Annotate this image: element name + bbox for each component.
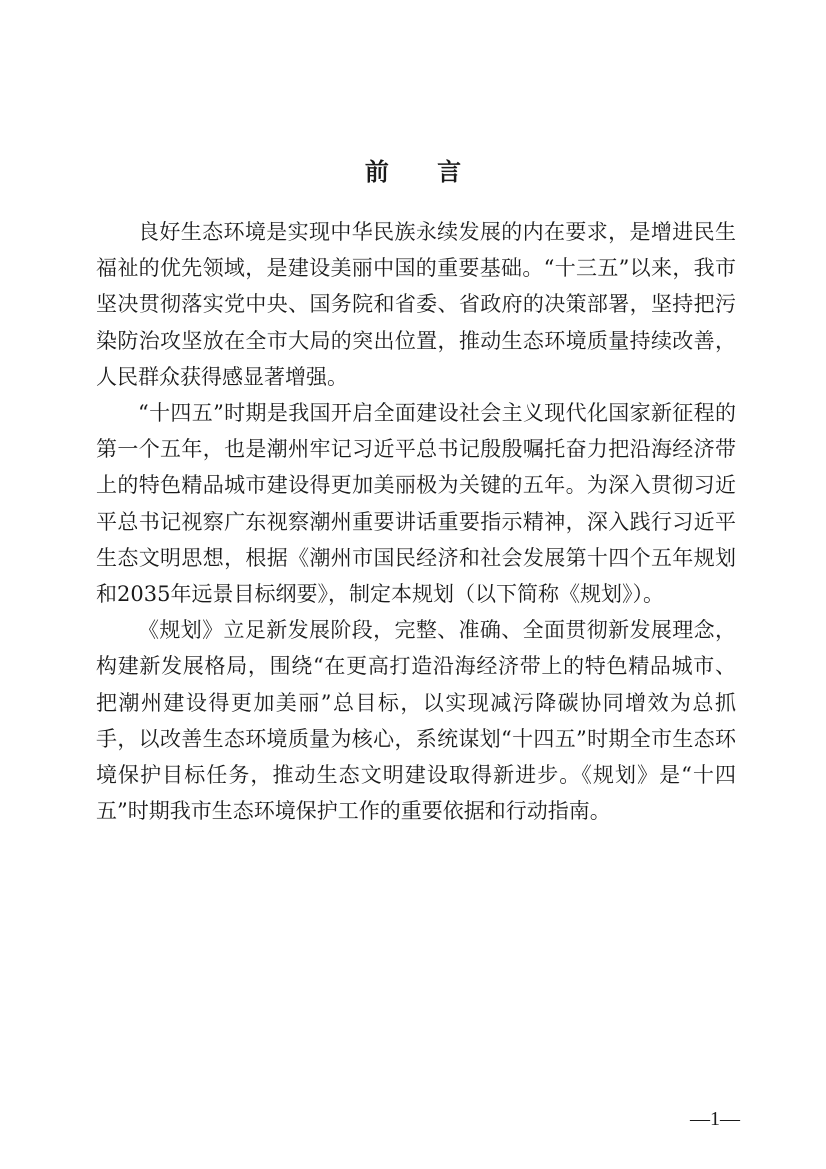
page-title: 前 言 — [364, 158, 482, 186]
page-number: —1— — [690, 1108, 740, 1130]
paragraph-1: 良好生态环境是实现中华民族永续发展的内在要求，是增进民生福祉的优先领域，是建设美丽中国的重要基础。“十三五”以来，我市坚决贯彻落实党中央、国务院和省委、省政府的决策部署，坚持把污染防治攻坚放在全市大局的突出位置，推动生态环境质量持续改善，人民群众获得感显著增强。 — [96, 220, 736, 389]
paragraph-3: 《规划》立足新发展阶段，完整、准确、全面贯彻新发展理念，构建新发展格局，围绕“在更高打造沿海经济带上的特色精品城市、把潮州建设得更加美丽”总目标，以实现减污降碳协同增效为总抓手，以改善生态环境质量为核心，系统谋划“十四五”时期全市生态环境保护目标任务，推动生态文明建设取得新进步。《规划》是“十四五”时期我市生态环境保护工作的重要依据和行动指南。 — [96, 618, 736, 824]
document-body — [96, 214, 736, 829]
paragraph-2: “十四五”时期是我国开启全面建设社会主义现代化国家新征程的第一个五年，也是潮州牢记习近平总书记殷殷嘱托奋力把沿海经济带上的特色精品城市建设得更加美丽极为关键的五年。为深入贯彻习近平总书记视察广东视察潮州重要讲话重要指示精神，深入践行习近平生态文明思想，根据《潮州市国民经济和社会发展第十四个五年规划和2035年远景目标纲要》，制定本规划（以下简称《规划》）。 — [96, 401, 736, 607]
